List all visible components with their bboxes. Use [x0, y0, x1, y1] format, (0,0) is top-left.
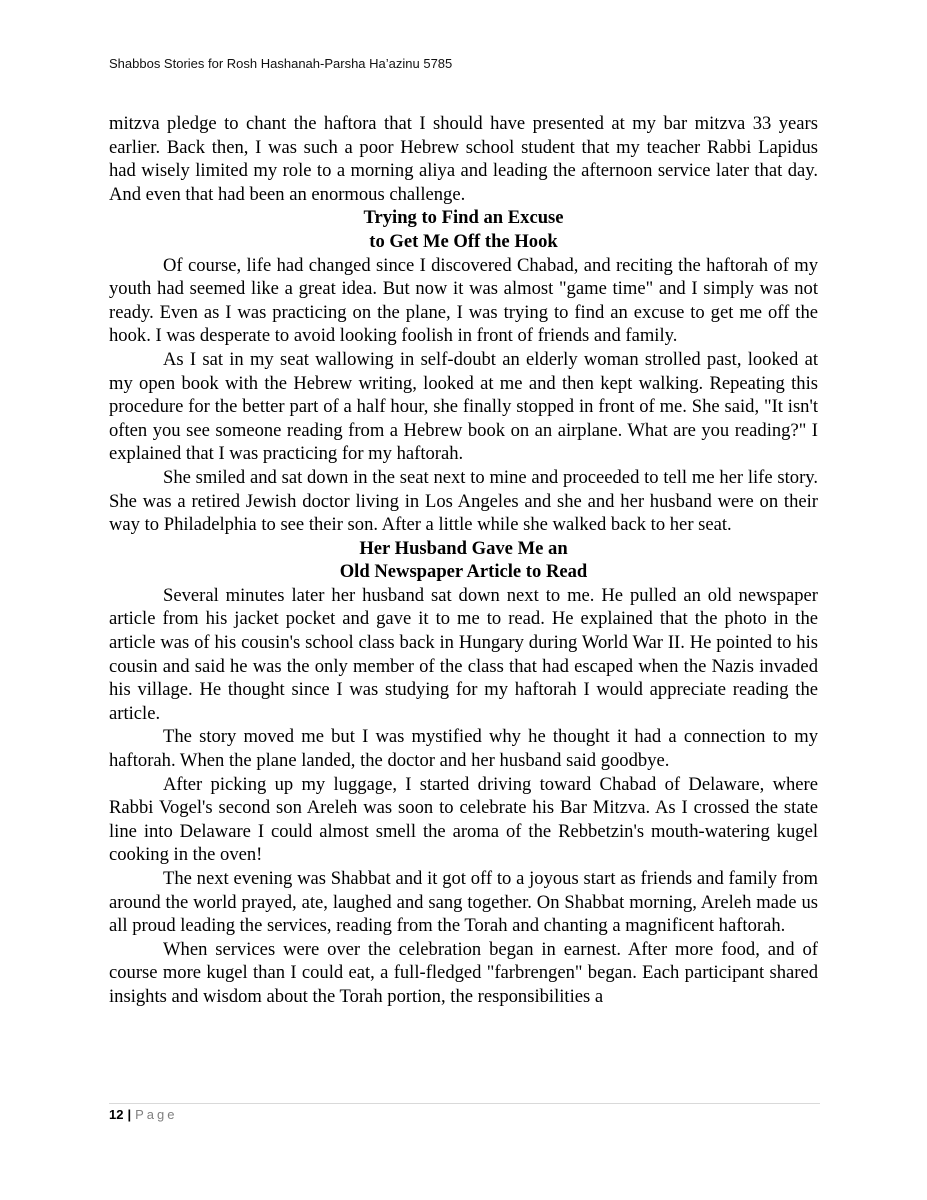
footer-divider — [109, 1103, 820, 1104]
section-heading — [109, 206, 818, 253]
paragraph: Of course, life had changed since I discovered Chabad, and reciting the haftorah of my youth had seemed like a great idea. But now it was almost "game time" and I simply was not ready. Even as I was practicing on the plane, I was trying to find an excuse to get me off the hook. I was desperate to avoid looking foolish in front of friends and family. — [109, 254, 818, 347]
paragraph: As I sat in my seat wallowing in self-doubt an elderly woman strolled past, looked at my open book with the Hebrew writing, looked at me and then kept walking. Repeating this procedure for the better part of a half hour, she finally stopped in front of me. She said, "It isn't often you see someone reading from a Hebrew book on an airplane. What are you reading?" I explained that I was practicing for my haftorah. — [109, 348, 818, 465]
paragraph: The next evening was Shabbat and it got off to a joyous start as friends and family from around the world prayed, ate, laughed and sang together. On Shabbat morning, Areleh made us all proud leading the services, reading from the Torah and chanting a magnificent haftorah. — [109, 868, 818, 937]
section-heading-line: to Get Me Off the Hook — [369, 230, 558, 252]
document-body — [109, 112, 818, 1009]
paragraph: mitzva pledge to chant the haftora that I should have presented at my bar mitzva 33 years earlier. Back then, I was such a poor Hebrew school student that my teacher Rabbi Lapidus had wisely limited my role to a morning aliya and leading the afternoon service later that day. And even that had been an enormous challenge. — [109, 113, 818, 205]
footer-separator: | — [127, 1107, 132, 1122]
paragraph: She smiled and sat down in the seat next to mine and proceeded to tell me her life story. She was a retired Jewish doctor living in Los Angeles and she and her husband were on their way to Philadelphia to see their son. After a little while she walked back to her seat. — [109, 466, 818, 536]
paragraph: After picking up my luggage, I started driving toward Chabad of Delaware, where Rabbi Vogel's second son Areleh was soon to celebrate his Bar Mitzva. As I crossed the state line into Delaware I could almost smell the aroma of the Rebbetzin's mouth-watering kugel cooking in the oven! — [109, 773, 818, 866]
page-label: Page — [135, 1107, 178, 1122]
page-footer — [109, 1107, 177, 1122]
running-header: Shabbos Stories for Rosh Hashanah-Parsha Ha’azinu 5785 — [109, 56, 453, 71]
paragraph: Several minutes later her husband sat down next to me. He pulled an old newspaper article from his jacket pocket and gave it to me to read. He explained that the photo in the article was of his cousin's school class back in Hungary during World War II. He pointed to his cousin and said he was the only member of the class that had escaped when the Nazis invaded his village. He thought since I was studying for my haftorah I would appreciate reading the article. — [109, 584, 818, 724]
page-number: 12 — [109, 1107, 124, 1122]
section-heading-line: Old Newspaper Article to Read — [339, 561, 588, 583]
section-heading — [109, 537, 818, 584]
section-heading-line: Trying to Find an Excuse — [363, 207, 564, 229]
paragraph: When services were over the celebration began in earnest. After more food, and of course more kugel than I could eat, a full-fledged "farbrengen" began. Each participant shared insights and wisdom about the Torah portion, the responsibilities a — [109, 938, 818, 1007]
paragraph: The story moved me but I was mystified why he thought it had a connection to my haftorah. When the plane landed, the doctor and her husband said goodbye. — [109, 726, 818, 772]
section-heading-line: Her Husband Gave Me an — [359, 537, 568, 559]
